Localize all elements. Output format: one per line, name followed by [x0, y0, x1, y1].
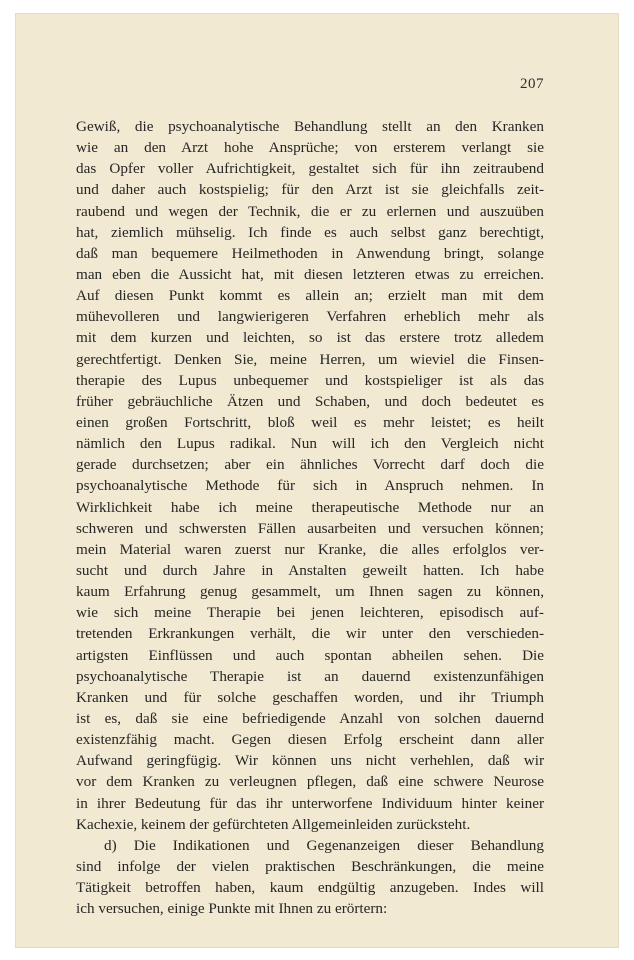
text-line: raubend und wegen der Technik, die er zu erlernen und auszuüben — [76, 202, 544, 220]
text-line: Wirklichkeit habe ich meine therapeutische Methode nur an — [76, 498, 544, 516]
text-line: vor dem Kranken zu verleugnen pflegen, daß eine schwere Neurose — [76, 773, 544, 791]
text-line: ist es, daß sie eine befriedigende Anzahl von solchen dauernd — [76, 709, 544, 727]
book-page — [16, 14, 618, 947]
text-line: Auf diesen Punkt kommt es allein an; erzielt man mit dem — [76, 287, 544, 305]
text-line: mein Material waren zuerst nur Kranke, die alles erfolglos ver- — [76, 540, 544, 558]
text-line: wie sich meine Therapie bei jenen leichteren, episodisch auf- — [76, 604, 544, 622]
text-line: früher gebräuchliche Ätzen und Schaben, und doch bedeutet es — [76, 392, 544, 410]
text-line: Aufwand geringfügig. Wir können uns nicht verhehlen, daß wir — [76, 752, 544, 770]
text-line: Kranken und für solche geschaffen worden, und ihr Triumph — [76, 688, 544, 706]
text-line: hat, ziemlich mühselig. Ich finde es auch selbst ganz berechtigt, — [76, 223, 544, 241]
text-line: Kachexie, keinem der gefürchteten Allgemeinleiden zurücksteht. — [76, 815, 471, 833]
text-line: ich versuchen, einige Punkte mit Ihnen zu erörtern: — [76, 900, 388, 918]
text-line: sucht und durch Jahre in Anstalten geweilt hatten. Ich habe — [76, 561, 544, 579]
text-line: mühevolleren und langwierigeren Verfahren erheblich mehr als — [76, 308, 544, 326]
text-line: nämlich den Lupus radikal. Nun will ich den Vergleich nicht — [76, 435, 544, 453]
text-line: gerade durchsetzen; aber ein ähnliches Vorrecht darf doch die — [76, 456, 544, 474]
text-line: mit dem kurzen und leichten, so ist das erstere trotz alledem — [76, 329, 544, 347]
text-line: kaum Erfahrung genug gesammelt, um Ihnen sagen zu können, — [76, 583, 544, 601]
text-line: Gewiß, die psychoanalytische Behandlung stellt an den Kranken — [76, 118, 544, 135]
text-line: daß man bequemere Heilmethoden in Anwendung bringt, solange — [76, 244, 544, 262]
text-line: tretenden Erkrankungen verhält, die wir unter den verschieden- — [76, 625, 544, 643]
text-line: psychoanalytische Methode für sich in Anspruch nehmen. In — [76, 477, 544, 495]
text-line: existenzfähig macht. Gegen diesen Erfolg erscheint dann aller — [76, 731, 544, 749]
text-line: sind infolge der vielen praktischen Beschränkungen, die meine — [76, 857, 544, 875]
text-line: man eben die Aussicht hat, mit diesen letzteren etwas zu erreichen. — [76, 265, 544, 283]
text-line: einen großen Fortschritt, bloß weil es mehr leistet; es heilt — [76, 413, 544, 431]
text-line: therapie des Lupus unbequemer und kostspieliger ist als das — [76, 371, 544, 389]
text-line: und daher auch kostspielig; für den Arzt ist sie gleichfalls zeit- — [76, 181, 544, 199]
text-line: schweren und schwersten Fällen ausarbeiten und versuchen können; — [76, 519, 544, 537]
text-line: das Opfer voller Aufrichtigkeit, gestaltet sich für ihn zeitraubend — [76, 160, 544, 178]
page-number: 207 — [520, 76, 544, 92]
text-line: in ihrer Bedeutung für das ihr unterworfene Individuum hinter keiner — [76, 794, 544, 812]
section-heading-line: d) Die Indikationen und Gegenanzeigen dieser Behandlung — [104, 836, 544, 854]
text-line: artigsten Einflüssen und auch spontan abheilen sehen. Die — [76, 646, 544, 664]
text-line: Tätigkeit betroffen haben, kaum endgültig anzugeben. Indes will — [76, 879, 544, 897]
text-line: psychoanalytische Therapie ist an dauernd existenzunfähigen — [76, 667, 544, 685]
text-line: wie an den Arzt hohe Ansprüche; von ersterem verlangt sie — [76, 139, 544, 157]
text-line: gerechtfertigt. Denken Sie, meine Herren, um wieviel die Finsen- — [76, 350, 544, 368]
body-text — [76, 116, 544, 919]
